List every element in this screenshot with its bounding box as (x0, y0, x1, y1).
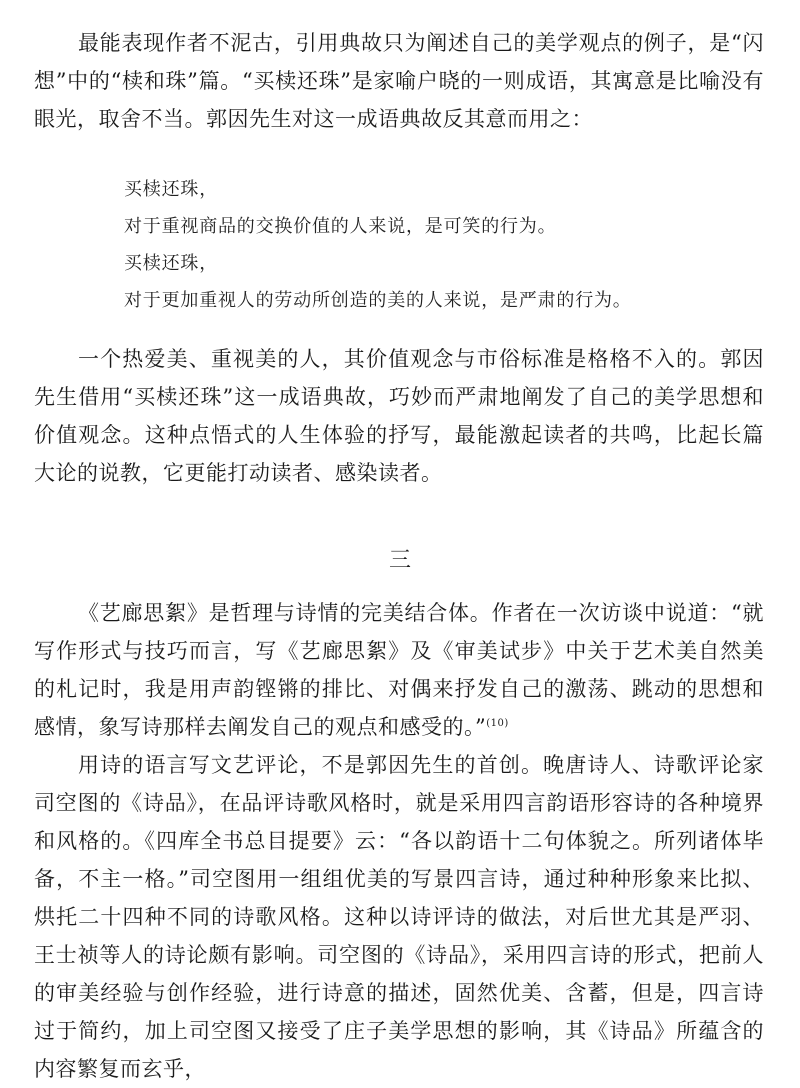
section-heading: 三 (388, 548, 411, 573)
poem-line: 对于更加重视人的劳动所创造的美的人来说，是严肃的行为。 (124, 290, 632, 311)
paragraph-sikong-tu: 用诗的语言写文艺评论，不是郭因先生的首创。晚唐诗人、诗歌评论家司空图的《诗品》，在品评诗歌风格时，就是采用四言韵语形容诗的各种境界和风格的。《四库全书总目提要》云：“各以韵语十二句体貌之。所列诸体毕备，不主一格。”司空图用一组组优美的写景四言诗，通过种种形象来比拟、烘托二十四种不同的诗歌风格。这种以诗评诗的做法，对后世尤其是严羽、王士祯等人的诗论颇有影响。司空图的《诗品》，采用四言诗的形式，把前人的审美经验与创作经验，进行诗意的描述，固然优美、含蓄，但是，四言诗过于简约，加上司空图又接受了庄子美学思想的影响，其《诗品》所蕴含的内容繁复而玄乎， (34, 753, 764, 1081)
quoted-poem (124, 171, 764, 319)
poem-line: 买椟还珠， (124, 179, 218, 200)
paragraph-value-view: 一个热爱美、重视美的人，其价值观念与市俗标准是格格不入的。郭因先生借用“买椟还珠”这一成语典故，巧妙而严肃地阐发了自己的美学思想和价值观念。这种点悟式的人生体验的抒写，最能激起读者的共鸣，比起长篇大论的说教，它更能打动读者、感染读者。 (34, 347, 764, 485)
poem-line: 对于重视商品的交换价值的人来说，是可笑的行为。 (124, 216, 557, 237)
paragraph-interview (34, 594, 764, 746)
paragraph-interview-text: 《艺廊思絮》是哲理与诗情的完美结合体。作者在一次访谈中说道：“就写作形式与技巧而言，写《艺廊思絮》及《审美试步》中关于艺术美自然美的札记时，我是用声韵铿锵的排比、对偶来抒发自己的激荡、跳动的思想和感情，象写诗那样去阐发自己的观点和感受的。” (34, 601, 764, 739)
poem-line: 买椟还珠， (124, 253, 218, 274)
paragraph-intro: 最能表现作者不泥古，引用典故只为阐述自己的美学观点的例子，是“闪想”中的“椟和珠”篇。“买椟还珠”是家喻户晓的一则成语，其寓意是比喻没有眼光，取舍不当。郭因先生对这一成语典故反其意而用之： (34, 31, 764, 131)
footnote-marker: (10) (486, 718, 509, 729)
